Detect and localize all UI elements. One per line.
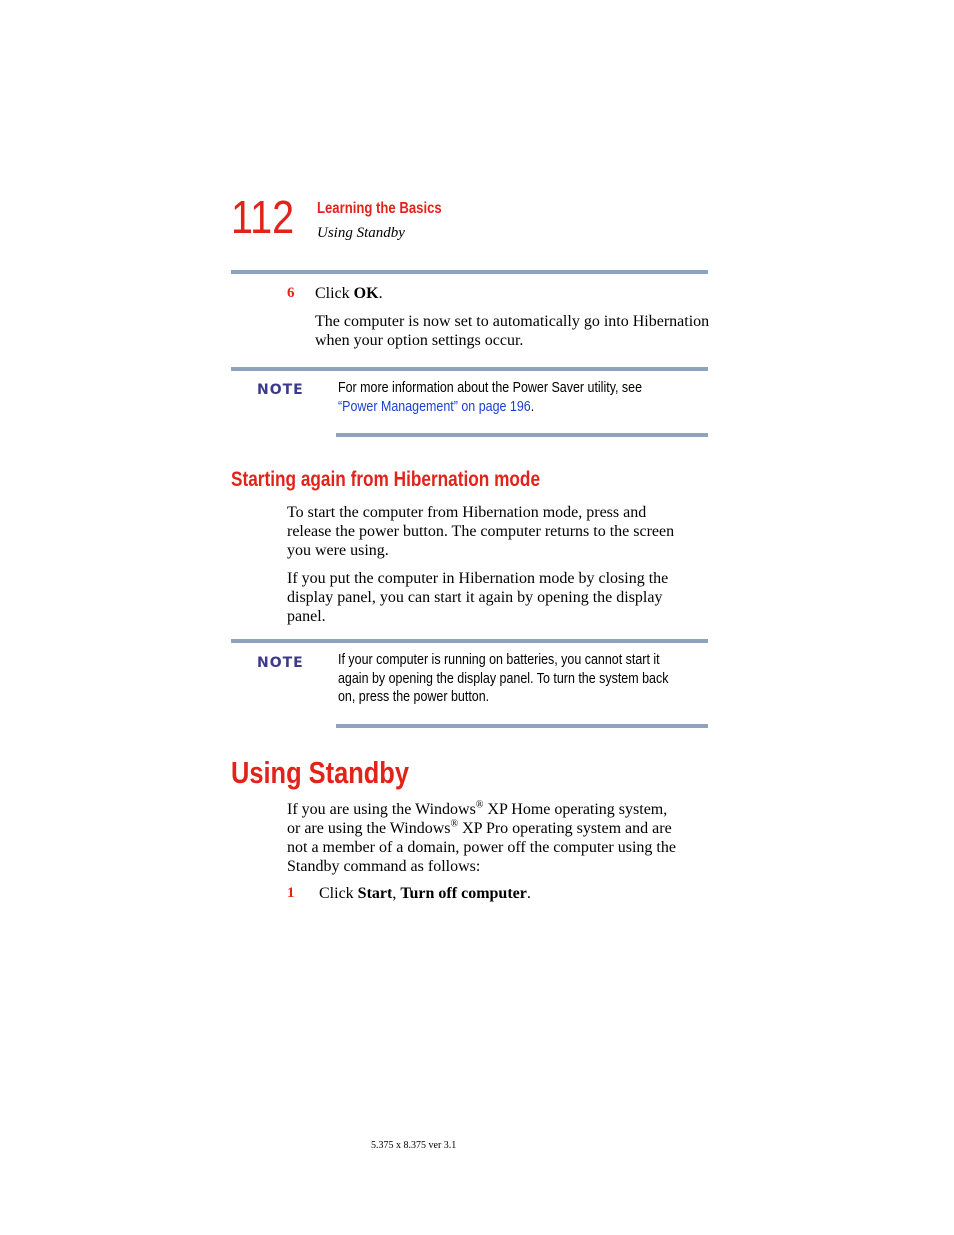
step-number: 6 xyxy=(287,285,295,301)
paragraph-line: panel. xyxy=(287,608,326,625)
paragraph-line: not a member of a domain, power off the computer using the xyxy=(287,839,676,856)
note-text-line xyxy=(338,398,708,417)
paragraph-line: If you put the computer in Hibernation mode by closing the xyxy=(287,570,669,587)
main-heading: Using Standby xyxy=(231,755,409,790)
note-text xyxy=(338,379,708,416)
step-text xyxy=(319,884,531,903)
text-run: XP Pro operating system and are xyxy=(458,820,672,837)
section-heading: Starting again from Hibernation mode xyxy=(231,468,541,491)
body-paragraph xyxy=(287,800,717,876)
note-top-rule xyxy=(231,367,708,371)
registered-mark: ® xyxy=(450,818,459,830)
turn-off-keyword: Turn off computer xyxy=(400,885,527,902)
paragraph-line: you were using. xyxy=(287,542,389,559)
page-number: 112 xyxy=(231,191,295,243)
chapter-title: Learning the Basics xyxy=(317,200,442,217)
step-description-line: when your option settings occur. xyxy=(315,332,524,349)
start-keyword: Start xyxy=(357,885,393,902)
section-title: Using Standby xyxy=(317,225,405,241)
step-text-suffix: . xyxy=(378,285,383,302)
step-text-prefix: Click xyxy=(319,885,358,902)
text-run: , xyxy=(392,885,401,902)
step-text xyxy=(315,284,383,303)
text-run: If you are using the Windows xyxy=(287,801,476,818)
power-management-link[interactable]: “Power Management” on page 196 xyxy=(338,398,531,415)
text-run: XP Home operating system, xyxy=(483,801,668,818)
note-link-suffix: . xyxy=(530,398,535,415)
header-rule xyxy=(231,270,708,274)
paragraph-line xyxy=(287,800,717,819)
note-text xyxy=(338,651,708,707)
note-text-line: For more information about the Power Saver utility, see xyxy=(338,380,643,396)
step-number: 1 xyxy=(287,885,295,901)
note-label: NOTE xyxy=(257,655,304,671)
body-paragraph xyxy=(287,569,717,626)
text-run: or are using the Windows xyxy=(287,820,451,837)
paragraph-line: Standby command as follows: xyxy=(287,858,481,875)
step-description xyxy=(315,312,715,350)
note-text-line: again by opening the display panel. To turn the system back xyxy=(338,670,669,687)
registered-mark: ® xyxy=(475,799,484,811)
step-text-suffix: . xyxy=(526,885,531,902)
note-top-rule xyxy=(231,639,708,643)
paragraph-line: To start the computer from Hibernation mode, press and xyxy=(287,504,647,521)
note-bottom-rule xyxy=(336,433,708,437)
note-label: NOTE xyxy=(257,382,304,398)
paragraph-line xyxy=(287,819,717,838)
paragraph-line: release the power button. The computer returns to the screen xyxy=(287,523,675,540)
note-bottom-rule xyxy=(336,724,708,728)
step-description-line: The computer is now set to automatically go into Hibernation xyxy=(315,313,710,330)
footer-text: 5.375 x 8.375 ver 3.1 xyxy=(371,1140,457,1151)
step-text-prefix: Click xyxy=(315,285,354,302)
ok-keyword: OK xyxy=(353,285,379,302)
paragraph-line: display panel, you can start it again by opening the display xyxy=(287,589,663,606)
body-paragraph xyxy=(287,503,717,560)
note-text-line: If your computer is running on batteries, you cannot start it xyxy=(338,652,660,668)
note-text-line: on, press the power button. xyxy=(338,689,490,705)
